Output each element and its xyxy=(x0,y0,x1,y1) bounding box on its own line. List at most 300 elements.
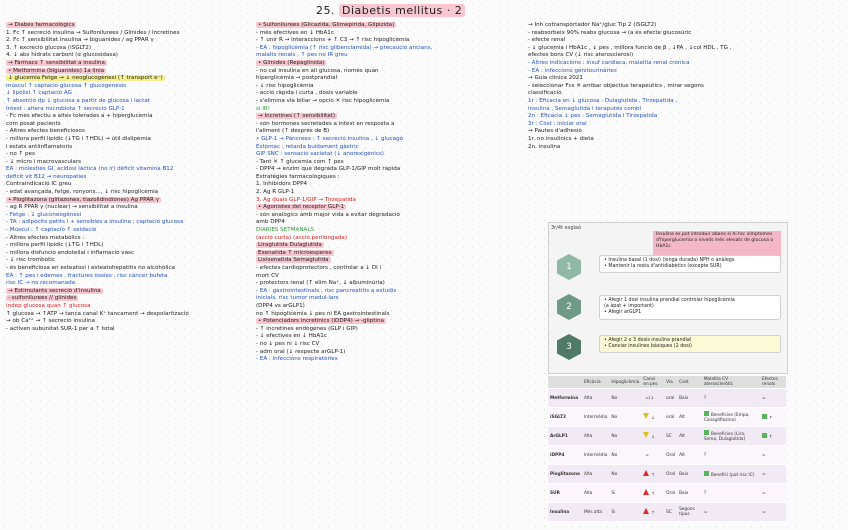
note-line xyxy=(256,45,524,53)
note-text: dèficit vit B12 → neuropaties xyxy=(6,173,87,180)
table-cell-text: Més alta xyxy=(583,509,603,515)
weight-down-arrow-icon xyxy=(643,413,649,419)
drug-comparison-table xyxy=(548,376,786,521)
step-line: (a àpat + important) xyxy=(604,304,654,310)
table-cell-text: ↑ xyxy=(651,511,655,516)
table-cell xyxy=(702,446,760,465)
benefit-marker-icon xyxy=(704,411,709,416)
note-text: risc IC → no recomanada xyxy=(6,280,76,287)
step-line: • Mantenir la resta d'antidiabètics (excepte SUR) xyxy=(604,264,722,270)
note-line xyxy=(6,144,251,152)
note-text: - són analògics amb major vida a evitar degradació xyxy=(256,211,400,218)
table-cell-text: Oral xyxy=(666,452,676,458)
note-line xyxy=(528,68,846,76)
note-text: - EA : hipoglicèmia (↑ risc glibenclamida) → precaució ancians, xyxy=(256,44,433,51)
table-cell-text: Alta xyxy=(583,395,593,401)
note-text: - millora perfil lipídic (↓TG i ↑HDL) → útil dislipèmia xyxy=(6,135,151,142)
note-line xyxy=(6,250,251,258)
table-cell xyxy=(702,484,760,503)
note-line xyxy=(6,98,251,106)
note-line xyxy=(6,90,251,98)
table-header-cell: Via xyxy=(664,376,677,389)
table-cell-text: No xyxy=(611,471,618,477)
note-text: Estratègies farmacològiques : xyxy=(256,173,340,180)
note-line xyxy=(6,121,251,129)
table-cell-text: Benefíci (pot risc IC) xyxy=(710,472,755,478)
table-cell xyxy=(760,503,786,522)
step-badge xyxy=(555,333,583,361)
step-number: 3 xyxy=(566,342,572,352)
benefit-marker-icon xyxy=(704,430,709,435)
note-text: → Guia clínica 2021 xyxy=(528,75,583,82)
table-cell-text: = xyxy=(703,509,708,515)
table-cell-text: Alt xyxy=(679,433,685,439)
drug-name: SUR xyxy=(548,484,582,503)
table-cell xyxy=(582,427,609,446)
note-line xyxy=(256,128,524,136)
note-text: → Fàrmacs ↑ sensibilitat a insulina xyxy=(8,59,105,66)
note-line xyxy=(256,30,524,38)
weight-up-arrow-icon xyxy=(643,489,649,495)
note-line xyxy=(256,212,524,220)
table-cell-text: = xyxy=(762,471,766,477)
note-line xyxy=(256,113,524,121)
note-line xyxy=(256,159,524,167)
note-line xyxy=(6,295,251,303)
table-cell xyxy=(677,465,702,484)
benefit-marker-icon xyxy=(704,471,709,476)
note-text: - sulfonilurees // glínides xyxy=(8,295,77,302)
table-header-cell xyxy=(548,376,582,389)
table-row xyxy=(548,465,786,484)
note-line xyxy=(528,128,846,136)
note-text: - EA : infeccions respiratòries xyxy=(256,356,338,363)
note-line xyxy=(528,113,846,121)
table-cell-text: = xyxy=(762,490,766,496)
weight-up-arrow-icon xyxy=(643,470,649,476)
note-line xyxy=(6,318,251,326)
note-text: - és beneficiosa en esteatosi i esteatohepatitis no alcohòlica xyxy=(6,265,175,271)
note-line xyxy=(528,30,846,38)
note-text: ↓ lipòlisi ↑ captació AG xyxy=(6,90,72,97)
note-line xyxy=(256,151,524,159)
note-line xyxy=(256,204,524,212)
step-number: 1 xyxy=(566,262,572,272)
table-cell xyxy=(760,484,786,503)
note-line xyxy=(256,311,524,319)
note-line xyxy=(6,45,251,53)
step-badge xyxy=(555,293,583,321)
note-line xyxy=(256,242,524,250)
note-line xyxy=(256,273,524,281)
table-cell-text: Segons tipus xyxy=(679,507,695,517)
note-text: Intest : altera microbiota ↑ secreció GLP-1 xyxy=(6,105,125,112)
note-line xyxy=(6,219,251,227)
note-text: • Potenciadors incretínics (iDDP4) → -gliptina xyxy=(258,318,384,325)
table-cell xyxy=(609,484,641,503)
table-cell-text: = xyxy=(762,395,766,401)
note-line xyxy=(256,265,524,273)
note-line xyxy=(256,288,524,296)
table-header-cell: Efectes renals xyxy=(760,376,786,389)
note-line xyxy=(528,121,846,129)
page-title-text: Diabetis mellitus · 2 xyxy=(339,4,465,17)
note-line xyxy=(256,318,524,326)
note-text: 2n. insulina xyxy=(528,143,561,150)
note-line xyxy=(256,75,524,83)
note-text: - seleccionar Fcs ✕ arribar objectius terapèutics , mirar segons xyxy=(528,82,704,89)
note-text: • Glínides (Repaglinida) xyxy=(258,59,325,66)
table-cell-text: No xyxy=(611,395,618,401)
step-card xyxy=(599,255,781,273)
table-cell-text: = xyxy=(645,452,649,458)
table-header-cell: Canvi en pes xyxy=(641,376,664,389)
note-line xyxy=(256,333,524,341)
note-line xyxy=(528,45,846,53)
note-line xyxy=(256,257,524,265)
step-number: 2 xyxy=(566,302,572,312)
note-text: → Diabes farmacològics xyxy=(8,22,75,28)
table-cell-text: oral xyxy=(666,414,675,420)
note-line xyxy=(528,144,846,152)
table-cell xyxy=(582,446,609,465)
note-line xyxy=(6,52,251,60)
table-body xyxy=(548,389,786,522)
note-line xyxy=(6,303,251,311)
table-cell-text: ↑ xyxy=(651,492,655,497)
note-text: • Pioglitazona (glitazones, tiazolidindiones) Ag PPAR γ xyxy=(8,196,159,203)
renal-benefit-marker-icon xyxy=(762,433,767,438)
table-cell-text: SC xyxy=(666,509,672,515)
table-cell xyxy=(664,389,677,408)
note-line xyxy=(6,242,251,250)
table-cell xyxy=(609,408,641,427)
notes-column-2 xyxy=(256,22,524,364)
step-line: • Afegir 1 dosi insulina prandial controlar hipoglicèmia xyxy=(604,298,735,303)
note-text: 2n : Eficacia ↓ pes : Semaglutida i Tirzepatida xyxy=(528,113,658,120)
note-text: - edat avançada, fetge, ronyons..., ↓ risc hipoglicèmia xyxy=(6,189,159,196)
note-line xyxy=(6,204,251,212)
note-line xyxy=(256,303,524,311)
table-cell-text: Si xyxy=(611,490,616,496)
note-text: - són hormones secretades a intest en resposta a xyxy=(256,120,395,127)
note-text: • GLP-1 → Pàncrees : ↑ secreció insulina , ↓ glucagó xyxy=(256,135,404,142)
note-text: 3r : Cost : iniciar oral xyxy=(528,120,587,127)
note-line xyxy=(528,98,846,106)
note-text: - ↑ incretines endògenes (GLP i GIP) xyxy=(256,325,358,332)
table-cell-text: Benefícies (Empa, Canagliflozina) xyxy=(703,413,750,423)
drug-name: ArGLP1 xyxy=(548,427,582,446)
table-cell-text: = xyxy=(762,452,766,458)
note-line xyxy=(6,227,251,235)
table-cell xyxy=(677,408,702,427)
note-line xyxy=(256,83,524,91)
note-text: • Sulfonilurees (Glicazida, Glimepirida, Glipizida) xyxy=(258,22,395,28)
note-line xyxy=(6,265,251,273)
note-text: - ↓ efectives en ↓ HbA1c xyxy=(256,333,327,340)
note-text: l'aliment (↑ després de B) xyxy=(256,128,330,135)
guide-top-note: Insulina es pot introduir abans si hi ha: símptomes d'hiperglucemia o nivells més elevats de glucosa o HbA1c xyxy=(653,231,781,257)
note-text: 1r. no insulínics + dieta xyxy=(528,135,594,142)
note-text: → ob Ca²⁺ → ↑ secreció insulina xyxy=(6,318,95,325)
note-line xyxy=(6,136,251,144)
step-line: • Afegir arGLP1 xyxy=(604,310,642,316)
table-cell xyxy=(664,465,677,484)
note-text: - ↓ micro i macrovasculars xyxy=(6,158,82,165)
table-cell-text: ↑ xyxy=(651,473,655,478)
renal-benefit-marker-icon xyxy=(762,414,767,419)
note-line xyxy=(6,257,251,265)
note-line xyxy=(256,219,524,227)
note-line xyxy=(6,235,251,243)
step-badge xyxy=(555,253,583,281)
note-line xyxy=(256,280,524,288)
note-line xyxy=(528,60,846,68)
note-text: - Altres indicacions : insuf cardíaca, malaltia renal crònica xyxy=(528,59,690,66)
note-line xyxy=(528,90,846,98)
note-text: 1r : Eficacia en ↓ glucosa : Dulaglutida , Tirzepatida , xyxy=(528,97,678,104)
note-text: 2. Fc ↑ sensibilitat insulina → biguanides / ag PPAR γ xyxy=(6,37,154,44)
table-cell-text: Baix xyxy=(679,490,689,496)
table-cell-text: ↓ xyxy=(651,416,655,421)
table-cell-text: ? xyxy=(703,395,707,401)
note-line xyxy=(256,227,524,235)
note-text: - EA : gastrointestinals , risc pancreatitis a estudis xyxy=(256,287,397,294)
table-cell-text: =/↓ xyxy=(645,395,654,401)
note-text: 3. Ag duals GLP-1/GIP → Tirzepatida xyxy=(256,196,356,203)
table-cell-text: ↑ xyxy=(769,415,773,421)
drug-name: iDPP4 xyxy=(548,446,582,465)
note-text: 3. ↑ excreció glucosa (iSGLT2) xyxy=(6,44,92,51)
note-line xyxy=(256,341,524,349)
note-text: - efectes cardioprotectors , controlar a ↓ DI i xyxy=(256,265,382,271)
note-text: Contraindicació IC greu xyxy=(6,181,72,188)
table-cell xyxy=(760,408,786,427)
table-cell xyxy=(664,408,677,427)
note-line xyxy=(256,197,524,205)
table-cell xyxy=(609,446,641,465)
table-cell-text: oral xyxy=(666,395,675,401)
table-cell-text: No xyxy=(611,452,618,458)
table-cell-text: Alt xyxy=(679,452,685,458)
note-text: Exenatida ↑ microesperes xyxy=(258,249,332,256)
note-text: indep glucosa quan ↑ glucosa xyxy=(6,302,91,309)
note-text: 1. Inhibidors DPP4 xyxy=(256,181,308,188)
note-line xyxy=(6,30,251,38)
note-text: - no cal insulina en ali glucosa, només quan xyxy=(256,67,379,74)
weight-up-arrow-icon xyxy=(643,508,649,514)
table-cell xyxy=(702,503,760,522)
note-line xyxy=(256,356,524,364)
table-cell-text: Benefícies (Lira, Sema, Dulaglutida) xyxy=(703,432,746,442)
note-line xyxy=(528,136,846,144)
note-text: amb DPP4 xyxy=(256,219,285,226)
table-cell xyxy=(664,427,677,446)
note-text: - ↓ risc hipoglicèmia xyxy=(256,82,314,89)
table-cell xyxy=(677,446,702,465)
note-line xyxy=(6,280,251,288)
table-cell xyxy=(702,427,760,446)
table-cell xyxy=(760,446,786,465)
table-cell-text: SC xyxy=(666,433,672,439)
note-line xyxy=(6,288,251,296)
note-text: Lixisenatida Semaglutida xyxy=(258,257,329,264)
note-text: - s'elimina via biliar → opció ✕ risc hipoglicèmia xyxy=(256,97,390,104)
guide-header: 3r/4t esglaó xyxy=(551,225,582,231)
note-text: EA : molesties GI, acidosi làctica (no ir) dèficit vitamina B12 xyxy=(6,166,174,173)
table-cell-text: Alta xyxy=(583,433,593,439)
note-line xyxy=(256,37,524,45)
note-text: com posat pacients xyxy=(6,120,61,127)
note-text: - ↓ glucemia i HbA1c , ↓ pes , millora funció de β , ↓PA , ↓col HDL , TG , xyxy=(528,44,732,51)
note-text: insulina , Semaglutida i teraputès combi xyxy=(528,105,642,112)
note-text: si IR! xyxy=(256,105,271,112)
note-text: hiperglicèmia → postprandial xyxy=(256,75,338,82)
note-line xyxy=(6,197,251,205)
page-number: 25. xyxy=(316,4,335,17)
note-line xyxy=(256,166,524,174)
table-cell xyxy=(677,389,702,408)
table-header-cell: Malaltia CV ateroscleròtic xyxy=(702,376,760,389)
table-cell-text: Oral xyxy=(666,490,676,496)
note-line xyxy=(528,22,846,30)
note-text: 1. Fc ↑ secreció insulina → Sulfonilurees / Glínides / Incretines xyxy=(6,29,180,36)
step-card xyxy=(599,295,781,320)
note-text: (acció curta) (acció perllongada) xyxy=(256,234,348,241)
note-text: - ↑ unir R → interaccions + ↑ C3 → ↑ risc hipoglicèmia xyxy=(256,37,410,44)
note-line xyxy=(256,90,524,98)
note-text: ↑ glucosa → ↑ATP → tanca canal K⁺ tancament → despolarització xyxy=(6,310,189,317)
note-text: classificació xyxy=(528,90,562,97)
notes-column-1 xyxy=(6,22,251,333)
note-text: efectes bons CV (↓ risc aterosclerosi) xyxy=(528,52,634,59)
table-cell xyxy=(677,503,702,522)
table-cell xyxy=(677,427,702,446)
note-text: - EA : infeccions genitourinàries xyxy=(528,67,617,74)
note-text: - DPP4 → enzim que degrada GLP-1/GIP molt ràpida xyxy=(256,166,401,173)
note-line xyxy=(256,52,524,60)
note-text: - millora perfil lipídic (↓TG i ↑HDL) xyxy=(6,242,104,249)
note-line xyxy=(528,106,846,114)
note-line xyxy=(256,189,524,197)
table-cell xyxy=(664,503,677,522)
table-cell-text: Alta xyxy=(583,471,593,477)
table-cell xyxy=(641,446,664,465)
step-line: • Afegir 2 o 3 dosis insulina prandial xyxy=(604,338,692,343)
table-cell-text: Baix xyxy=(679,471,689,477)
note-text: - TA : adipòcits petits i + sensibles a insulina ; captació glucosa xyxy=(6,219,184,226)
table-cell xyxy=(582,408,609,427)
note-text: (DPP4 vs arGLP1) xyxy=(256,302,305,309)
note-line xyxy=(256,60,524,68)
note-line xyxy=(6,273,251,281)
note-line xyxy=(6,151,251,159)
drug-name: Insulina xyxy=(548,503,582,522)
note-text: - acció ràpida i curta , dosis variable xyxy=(256,90,358,97)
note-line xyxy=(256,106,524,114)
table-header-row xyxy=(548,376,786,389)
note-line xyxy=(6,159,251,167)
note-text: 4. ↓ abs hidrats carboni (α glucosidasa) xyxy=(6,52,118,59)
weight-down-arrow-icon xyxy=(643,432,649,438)
note-line xyxy=(256,349,524,357)
table-header-cell: Eficàcia xyxy=(582,376,609,389)
note-text: 2. Ag R GLP-1 xyxy=(256,189,295,196)
note-text: - Altres efectes metabòlics : xyxy=(6,234,85,241)
table-cell xyxy=(702,408,760,427)
note-text: - no ↓ pes ni ↓ risc CV xyxy=(256,340,320,347)
note-line xyxy=(6,60,251,68)
table-cell-text: = xyxy=(762,509,766,515)
table-cell xyxy=(664,484,677,503)
note-text: - Múscul : ↑ captació ↑ oxidació xyxy=(6,227,97,234)
table-cell xyxy=(760,465,786,484)
note-text: • Metformina (biguanides) 1a línia xyxy=(8,67,105,74)
note-line xyxy=(256,235,524,243)
note-text: i estats antiinflamatoris xyxy=(6,143,73,150)
note-text: malalts renals , ↑ pes no IR greu xyxy=(256,52,348,59)
table-cell xyxy=(582,503,609,522)
step-line: • Canviar insulines bàsiques (2 dosi) xyxy=(604,344,692,350)
table-cell-text: No xyxy=(611,414,618,420)
table-row xyxy=(548,503,786,522)
table-cell xyxy=(641,484,664,503)
note-line xyxy=(6,166,251,174)
note-line xyxy=(528,52,846,60)
table-cell xyxy=(677,484,702,503)
note-text: no ↑ hipoglicèmia ↓ pes ni EA gastrointestinals xyxy=(256,310,390,317)
notes-column-3 xyxy=(528,22,846,151)
note-text: - activen subunitat SUR-1 per a ↑ total xyxy=(6,325,115,332)
note-text: - adm oral (↓ respecte arGLP-1) xyxy=(256,348,346,355)
note-line xyxy=(6,326,251,334)
note-line xyxy=(256,22,524,30)
note-line xyxy=(528,37,846,45)
insulin-guide-figure xyxy=(548,222,788,374)
table-cell-text: ↑ xyxy=(769,434,773,440)
table-cell xyxy=(702,389,760,408)
note-text: Liraglutida Dulaglutida xyxy=(258,242,322,249)
drug-name: Metformina xyxy=(548,389,582,408)
table-row xyxy=(548,446,786,465)
note-text: inicials, risc tumor medul·lars xyxy=(256,295,339,302)
note-text: GIP SNC : sensació sacietat (↓ anorexigènics) xyxy=(256,151,384,158)
table-cell-text: ↓ xyxy=(651,435,655,440)
table-cell-text: Oral xyxy=(666,471,676,477)
table-cell-text: Alta xyxy=(583,490,593,496)
note-text: EA : ↑ pes i edemes , fractures òssies , risc càncer bufeta xyxy=(6,272,168,279)
note-line xyxy=(256,136,524,144)
table-cell-text: Intermèdia xyxy=(583,414,608,420)
table-cell xyxy=(609,427,641,446)
note-line xyxy=(6,189,251,197)
note-line xyxy=(528,83,846,91)
table-cell-text: Intermèdia xyxy=(583,452,608,458)
note-text: → Inh cotransportador Na⁺/gluc Tip 2 (iSGLT2) xyxy=(528,22,657,28)
table-row xyxy=(548,408,786,427)
table-cell xyxy=(609,389,641,408)
note-line xyxy=(6,128,251,136)
note-line xyxy=(256,250,524,258)
table-cell-text: Alt xyxy=(679,414,685,420)
table-cell xyxy=(760,389,786,408)
note-line xyxy=(256,121,524,129)
note-text: - Tant ✕ ↑ glucemia com ↑ pes xyxy=(256,158,344,165)
table-cell xyxy=(702,465,760,484)
note-text: - ag R PPAR γ (nuclear) → sensibilitat a insulina xyxy=(6,204,138,211)
note-text: • Agonistes del receptor GLP-1 xyxy=(258,204,345,211)
table-cell-text: Baix xyxy=(679,395,689,401)
